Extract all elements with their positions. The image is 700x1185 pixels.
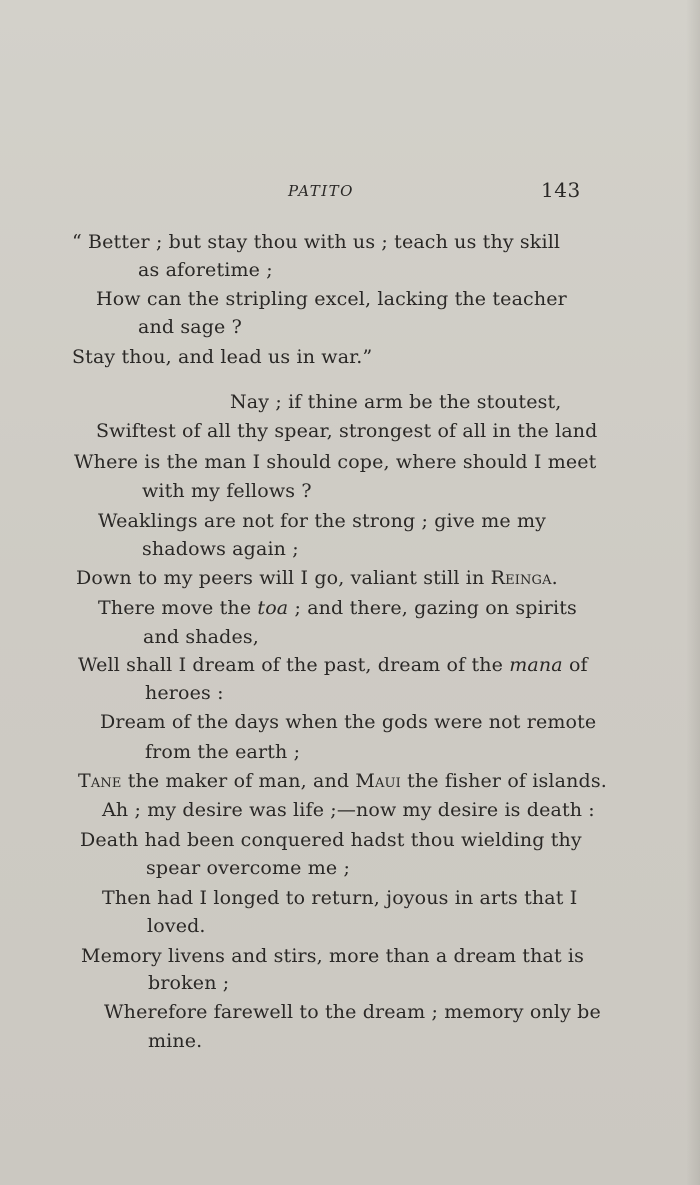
maori-word-mana: mana bbox=[509, 654, 563, 676]
running-head: PATITO bbox=[288, 182, 354, 200]
poem-line: Memory livens and stirs, more than a dream that is bbox=[81, 945, 585, 967]
poem-line: and sage ? bbox=[138, 316, 242, 338]
poem-line-text: Well shall I dream of the past, dream of the bbox=[78, 654, 510, 676]
poem-line bbox=[78, 769, 607, 793]
poem-line: Death had been conquered hadst thou wielding thy bbox=[80, 829, 582, 851]
page-number: 143 bbox=[541, 178, 581, 202]
poem-line: Dream of the days when the gods were not remote bbox=[100, 711, 597, 733]
poem-line: Where is the man I should cope, where should I meet bbox=[74, 451, 597, 473]
poem-line: Then had I longed to return, joyous in arts that I bbox=[102, 887, 578, 909]
poem-line: Weaklings are not for the strong ; give me my bbox=[98, 510, 547, 532]
poem-line: “ Better ; but stay thou with us ; teach us thy skill bbox=[72, 231, 561, 253]
poem-line-text: . bbox=[551, 567, 558, 589]
poem-line bbox=[98, 596, 577, 620]
poem-line: mine. bbox=[148, 1030, 203, 1052]
poem-line-text: There move the bbox=[98, 597, 258, 619]
poem-line-text: the fisher of islands. bbox=[400, 770, 607, 792]
poem-line bbox=[76, 566, 558, 590]
name-tane: Tane bbox=[78, 770, 122, 792]
maori-word-toa: toa bbox=[257, 597, 289, 619]
place-name-reinga: Reinga bbox=[490, 567, 552, 589]
name-maui: Maui bbox=[355, 770, 401, 792]
poem-line: shadows again ; bbox=[142, 538, 299, 560]
poem-line: Swiftest of all thy spear, strongest of all in the land bbox=[96, 420, 598, 442]
poem-line: Stay thou, and lead us in war.” bbox=[72, 346, 373, 368]
poem-line-text: of bbox=[562, 654, 588, 676]
poem-line: How can the stripling excel, lacking the teacher bbox=[96, 288, 567, 310]
poem-line: with my fellows ? bbox=[142, 480, 312, 502]
poem-line: loved. bbox=[147, 915, 206, 937]
poem-line: heroes : bbox=[145, 682, 224, 704]
poem-line: and shades, bbox=[143, 626, 259, 648]
poem-line bbox=[78, 653, 588, 677]
poem-line: Ah ; my desire was life ;—now my desire is death : bbox=[102, 799, 595, 821]
poem-line: from the earth ; bbox=[145, 741, 301, 763]
poem-line: as aforetime ; bbox=[138, 259, 273, 281]
poem-line-text: Down to my peers will I go, valiant still in bbox=[76, 567, 491, 589]
page-header bbox=[0, 178, 700, 208]
poem-line: Wherefore farewell to the dream ; memory only be bbox=[104, 1001, 601, 1023]
poem-line: spear overcome me ; bbox=[146, 857, 351, 879]
poem-line-text: ; and there, gazing on spirits bbox=[288, 597, 577, 619]
poem-line: Nay ; if thine arm be the stoutest, bbox=[230, 391, 562, 413]
poem-line: broken ; bbox=[148, 972, 230, 994]
poem-line-text: the maker of man, and bbox=[121, 770, 356, 792]
